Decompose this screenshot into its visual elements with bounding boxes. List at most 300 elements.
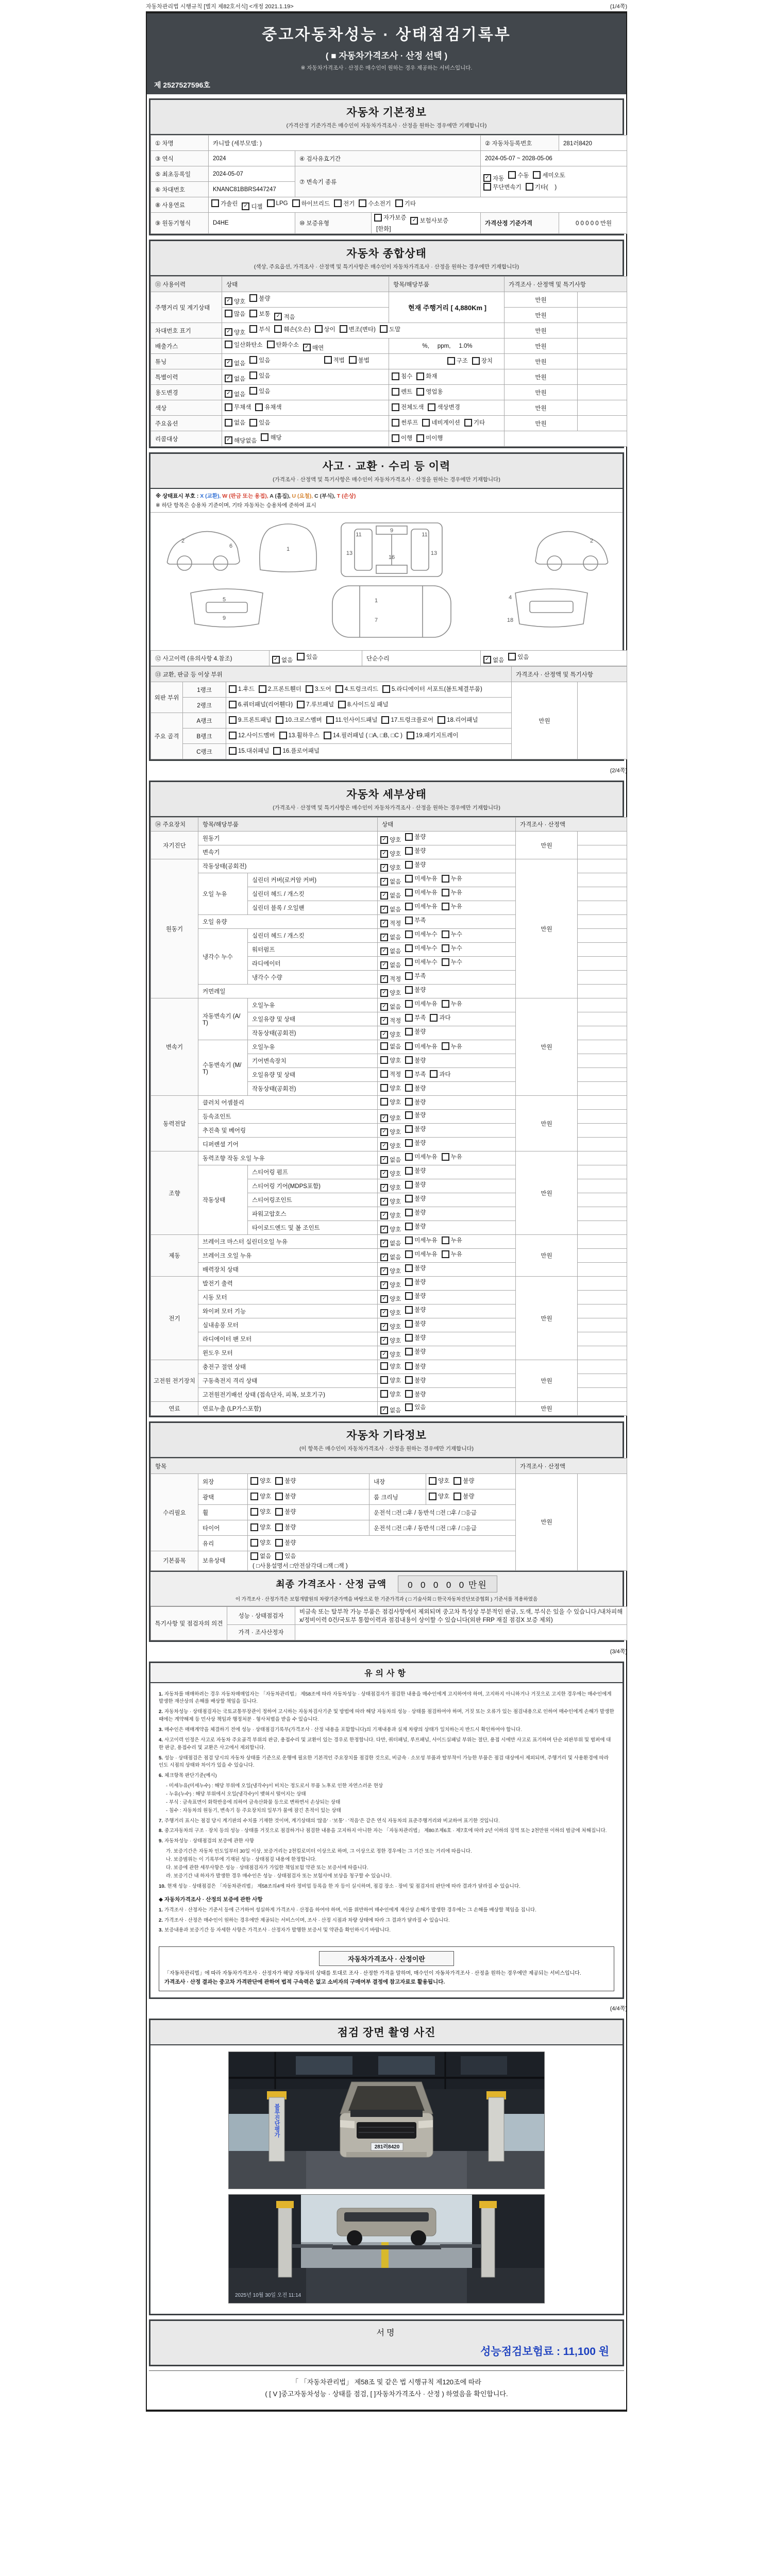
checkbox-unchecked <box>405 1180 426 1189</box>
checkbox-unchecked <box>416 434 443 442</box>
checkbox-icon <box>508 653 516 660</box>
checkbox-icon <box>405 1195 413 1202</box>
checkbox-unchecked <box>442 1236 462 1244</box>
notice-item: 6. 체크항목 판단기준(예시) <box>159 1773 217 1779</box>
checkbox-checked <box>380 1295 401 1303</box>
checkbox-group <box>378 1304 516 1318</box>
checkbox-icon <box>380 1390 388 1398</box>
checkbox-label: 양호 <box>390 1085 401 1092</box>
checkbox-label: 미세누유 <box>414 1154 438 1160</box>
blank-cell <box>578 1165 627 1179</box>
item-label: 타이로드엔드 및 볼 조인트 <box>248 1221 378 1235</box>
checkbox-unchecked <box>211 199 238 208</box>
checkbox-label: 불량 <box>414 987 426 993</box>
checkbox-icon <box>447 357 455 365</box>
checkbox-icon: ✓ <box>380 1003 388 1011</box>
diagram-part-number: 1 <box>286 546 290 552</box>
blank-cell <box>578 1026 627 1040</box>
checkbox-icon <box>273 747 281 755</box>
checkbox-label: 양호 <box>234 298 246 305</box>
price-cell: 만원 <box>516 998 578 1096</box>
item-label: 워터펌프 <box>248 943 378 957</box>
checkbox-icon <box>438 716 445 724</box>
section-title: 자동차 종합상태 <box>346 248 427 260</box>
checkbox-group <box>222 369 389 385</box>
checkbox-unchecked <box>533 171 565 179</box>
group-label: 변속기 <box>151 998 198 1096</box>
checkbox-checked <box>380 1350 401 1359</box>
checkbox-checked <box>380 1406 401 1414</box>
checkbox-label: 양호 <box>390 1143 401 1149</box>
checkbox-unchecked <box>326 716 378 724</box>
item-label: 냉각수 수량 <box>248 971 378 985</box>
checkbox-unchecked <box>405 1111 426 1119</box>
checkbox-label: 불량 <box>414 1057 426 1064</box>
checkbox-label: 미세누유 <box>414 876 438 882</box>
checkbox-checked <box>272 656 293 664</box>
checkbox-unchecked <box>380 1390 401 1398</box>
checkbox-label: 3.도어 <box>314 686 331 693</box>
notice-item: 3. 매수인은 매매계약을 체결하기 전에 성능 · 상태점검기록부(가격조사 · 산정 내용을 포함합니다)의 기재내용과 실제 차량의 상태가 일치하는지 반드시 확인하여야 합니다. <box>159 1726 522 1733</box>
checkbox-label: 15.대쉬패널 <box>238 748 270 755</box>
checkbox-icon <box>405 1098 413 1106</box>
checkbox-group <box>378 1346 516 1360</box>
notice-item: 9. 자동차성능 · 상태점검의 보증에 관한 사항 <box>159 1838 255 1844</box>
checkbox-icon <box>392 403 399 411</box>
checkbox-icon <box>405 1250 413 1258</box>
checkbox-label: 없음 <box>390 948 401 955</box>
photos-body <box>150 2045 623 2314</box>
table-row <box>151 1402 627 1416</box>
checkbox-icon <box>249 325 257 333</box>
table-row <box>151 338 627 354</box>
checkbox-unchecked <box>315 325 335 333</box>
checkbox-icon: ✓ <box>380 975 388 983</box>
checkbox-label: 1.후드 <box>238 686 255 693</box>
signature-section <box>149 2319 624 2366</box>
table-row <box>151 818 627 832</box>
diagram-part-number: 13 <box>430 550 438 556</box>
checkbox-group <box>481 166 627 197</box>
table-row <box>151 385 627 400</box>
checkbox-checked <box>225 390 245 398</box>
field-label: ⑦ 변속기 종류 <box>295 166 481 197</box>
checkbox-icon <box>430 1014 438 1022</box>
checkbox-label: 불량 <box>414 1265 426 1272</box>
checkbox-label: 누유 <box>450 876 462 882</box>
notice-subitem: 다. 보증에 관한 세부사항은 성능 · 상태점검자가 가입한 책임보험 약관 또는 보증서에 따릅니다. <box>166 1865 368 1871</box>
checkbox-unchecked <box>380 1070 401 1078</box>
checkbox-unchecked <box>405 1306 426 1314</box>
checkbox-label: 부식 <box>259 326 271 333</box>
checkbox-group <box>378 1179 516 1193</box>
checkbox-icon: ✓ <box>380 1114 388 1122</box>
item-label: 수동변속기 (M/T) <box>198 1040 248 1096</box>
notice-subitem: - 부식 : 금속표면이 화학반응에 의하여 금속산화물 등으로 변하면서 손상되는 상태 <box>166 1799 341 1805</box>
checkbox-unchecked <box>405 833 426 841</box>
signature-label: 서명 <box>376 2329 397 2338</box>
checkbox-unchecked <box>405 1333 426 1342</box>
checkbox-unchecked <box>229 700 293 708</box>
checkbox-label: 불량 <box>414 1140 426 1146</box>
overall-header <box>150 241 623 276</box>
checkbox-icon <box>405 930 413 938</box>
checkbox-icon: ✓ <box>380 1267 388 1275</box>
checkbox-label: 불량 <box>414 1224 426 1230</box>
checkbox-group <box>389 416 505 431</box>
checkbox-icon <box>229 716 237 724</box>
checkbox-label: 없음 <box>390 907 401 913</box>
checkbox-icon <box>405 875 413 883</box>
blank-cell <box>578 1318 627 1332</box>
checkbox-unchecked <box>405 1125 426 1133</box>
item-label: 오일유량 및 상태 <box>248 1068 378 1082</box>
field-value: 2024-05-07 ~ 2028-05-06 <box>481 151 627 166</box>
checkbox-unchecked <box>405 1250 437 1258</box>
checkbox-label: 양호 <box>390 1296 401 1302</box>
field-label: ⑨ 원동기형식 <box>151 213 209 234</box>
checkbox-checked <box>380 1281 401 1289</box>
checkbox-label: 불량 <box>414 1279 426 1285</box>
item-label: 오일 유량 <box>198 915 378 929</box>
checkbox-label: 전체도색 <box>401 404 424 411</box>
checkbox-unchecked <box>407 731 459 739</box>
checkbox-icon <box>211 199 219 207</box>
checkbox-unchecked <box>250 1492 271 1500</box>
checkbox-label: 불량 <box>414 1210 426 1216</box>
checkbox-icon <box>315 325 323 333</box>
checkbox-icon <box>453 1477 461 1485</box>
checkbox-icon <box>405 1042 413 1050</box>
checkbox-label: 적정 <box>390 921 401 927</box>
inspector-opinion-table <box>150 1606 623 1640</box>
checkbox-unchecked <box>349 356 369 364</box>
table-row <box>151 832 627 845</box>
checkbox-icon: ✓ <box>380 920 388 927</box>
checkbox-unchecked <box>275 1552 296 1560</box>
checkbox-label: 7.루브패널 <box>306 702 334 708</box>
checkbox-checked <box>380 836 401 844</box>
item-label: 작동상태(공회전) <box>248 1082 378 1096</box>
blank-cell <box>578 292 627 308</box>
checkbox-label: 불량 <box>463 1494 475 1500</box>
checkbox-checked <box>380 877 401 886</box>
checkbox-label: 양호 <box>390 1338 401 1344</box>
checkbox-icon <box>453 1493 461 1500</box>
field-value <box>295 1624 627 1640</box>
table-row <box>151 1474 627 1489</box>
checkbox-group <box>378 1374 516 1388</box>
checkbox-group <box>222 416 389 431</box>
checkbox-label: 미세누수 <box>414 931 438 938</box>
checkbox-label: 불량 <box>414 1126 426 1132</box>
blank-cell <box>578 832 627 845</box>
checkbox-label: 14.필러패널 ( □A, □B, □C ) <box>332 733 402 739</box>
legend-code: C (부식), <box>314 493 337 499</box>
checkbox-label: 10.크로스멤버 <box>285 717 322 724</box>
checkbox-unchecked <box>250 1477 271 1485</box>
column-header: ⑬ 교환, 판금 등 이상 부위 <box>151 667 512 682</box>
checkbox-icon <box>267 199 275 207</box>
checkbox-icon <box>405 1014 413 1022</box>
checkbox-label: 불량 <box>414 1293 426 1299</box>
checkbox-group <box>222 308 389 323</box>
checkbox-group <box>378 845 516 859</box>
checkbox-icon <box>416 372 424 380</box>
field-label: 용도변경 <box>151 385 222 400</box>
checkbox-label: 해당 <box>270 434 282 441</box>
checkbox-group <box>378 943 516 957</box>
field-label: ⑧ 사용연료 <box>151 197 209 213</box>
group-label: 1랭크 <box>183 682 226 698</box>
checkbox-unchecked <box>405 1376 426 1384</box>
checkbox-group <box>378 873 516 887</box>
group-label: 성능 · 상태점검자 <box>227 1606 295 1624</box>
item-label: 내장 <box>369 1474 426 1489</box>
checkbox-icon <box>259 685 266 693</box>
checkbox-label: 있음 <box>517 654 529 660</box>
checkbox-label: 없음 <box>281 657 293 664</box>
checkbox-label: 부족 <box>414 1071 426 1078</box>
item-label: 광택 <box>198 1489 248 1505</box>
checkbox-label: 양호 <box>438 1478 450 1485</box>
diagram-part-number: 13 <box>346 550 353 556</box>
checkbox-unchecked <box>405 860 426 869</box>
notice-subitem: - 누유(누수) : 해당 부위에서 오일(냉각수)이 맺혀서 떨어지는 상태 <box>166 1791 306 1797</box>
checkbox-unchecked <box>392 387 412 396</box>
notice-item: 7. 주행거리 표시는 점검 당시 계기판의 수치를 기재한 것이며, 계기상태의 '많음' · '보통' · '적음'은 같은 연식 자동차의 표준주행거리와 비교하여 표기한 것입니다. <box>159 1818 500 1824</box>
checkbox-label: 양호 <box>390 1227 401 1233</box>
checkbox-group <box>378 832 516 845</box>
checkbox-unchecked <box>508 653 529 661</box>
diagram-part-number: 11 <box>356 532 362 538</box>
inspection-fee: 성능점검보험료 : 11,100 원 <box>480 2346 609 2358</box>
checkbox-unchecked <box>405 1070 426 1078</box>
checkbox-label: 불량 <box>414 1391 426 1398</box>
blank-cell <box>578 901 627 915</box>
checkbox-label: 없음 <box>390 893 401 899</box>
column-header: ⑭ 주요장치 <box>151 818 198 832</box>
checkbox-unchecked <box>442 999 462 1008</box>
checkbox-icon <box>526 183 533 191</box>
checkbox-checked <box>380 1114 401 1122</box>
checkbox-group <box>378 1360 516 1374</box>
checkbox-label: 있음 <box>306 654 318 660</box>
checkbox-icon: ✓ <box>225 436 232 444</box>
blank-cell <box>578 1151 627 1165</box>
checkbox-label: 전기 <box>343 200 355 207</box>
checkbox-icon <box>229 732 237 739</box>
checkbox-icon: ✓ <box>242 202 249 210</box>
checkbox-label: 탄화수소 <box>276 342 299 348</box>
checkbox-icon <box>405 1223 413 1230</box>
checkbox-group <box>378 1388 516 1402</box>
final-price-note: 이 가격조사 · 산정가격은 보험개발원의 차량기준가액을 바탕으로 한 기준가격과 ( □ 기술사회 □ 한국자동차진단보증협회 ) 기준서를 적용하였음 <box>235 1596 538 1602</box>
price-cell: 만원 <box>512 682 578 759</box>
checkbox-label: 양호 <box>260 1524 272 1531</box>
item-label: 커먼레일 <box>198 985 378 998</box>
checkbox-label: 무단변속기 <box>493 184 522 191</box>
item-label: 냉각수 누수 <box>198 929 248 985</box>
checkbox-unchecked <box>442 930 462 938</box>
item-label: 시동 모터 <box>198 1291 378 1304</box>
field-value: 카니발 (세부모델: ) <box>209 135 481 151</box>
checkbox-label: 양호 <box>390 1213 401 1219</box>
group-label: 동력전달 <box>151 1096 198 1151</box>
checkbox-icon <box>405 1153 413 1161</box>
field-value: D4HE <box>209 213 295 234</box>
checkbox-unchecked <box>526 183 557 191</box>
field-label: ⑤ 최초등록일 <box>151 166 209 182</box>
checkbox-unchecked <box>405 1139 426 1147</box>
checkbox-unchecked <box>381 716 433 724</box>
field-value: 운전석 □전 □후 / 동반석 □전 □후 / □응급 <box>369 1505 516 1520</box>
checkbox-unchecked <box>405 1013 426 1022</box>
item-label: 외장 <box>198 1474 248 1489</box>
notice-item: 1. 자동차를 매매하려는 경우 자동차매매업자는 「자동차관리법」 제58조에 따라 자동차성능 · 상태점검자가 점검한 내용을 매수인에게 고지하여야 하며, 고지하지 아니하거나 거짓으로 고지한 경우에는 매수인에게 발생한 재산상의 손해를 배상할 책임을 집니다. <box>159 1691 612 1705</box>
checkbox-icon <box>250 1508 258 1516</box>
notice-item: 4. 사고이력 인정은 사고로 자동차 주요골격 부위의 판금, 용접수리 및 교환이 있는 경우로 한정합니다. 다만, 쿼터패널, 루프패널, 사이드실패널 부위는 절단, 용접 시에만 사고로 표기하며 단순 외판부위 및 범퍼에 대한 판금, 용접수리 및 교환은 사고에서 제외합니다. <box>159 1737 611 1751</box>
section-subtitle: (가격산정 기준가격은 매수인이 자동차가격조사 · 산정을 원하는 경우에만 기재합니다) <box>286 123 487 129</box>
section-notices <box>149 1662 624 1999</box>
checkbox-icon: ✓ <box>483 656 491 664</box>
checkbox-icon <box>405 1167 413 1175</box>
checkbox-unchecked <box>267 199 288 207</box>
checkbox-unchecked <box>225 310 245 318</box>
field-label: 차대번호 표기 <box>151 323 222 338</box>
checkbox-label: 불법 <box>358 357 369 364</box>
checkbox-icon: ✓ <box>380 1281 388 1289</box>
blank-cell <box>578 385 627 400</box>
checkbox-icon: ✓ <box>225 297 232 305</box>
checkbox-label: 미세누유 <box>414 890 438 896</box>
checkbox-group <box>378 985 516 998</box>
legend-code: T (손상) <box>337 493 356 499</box>
table-row <box>151 682 627 698</box>
checkbox-unchecked <box>225 341 263 349</box>
checkbox-group <box>378 1054 516 1068</box>
checkbox-icon <box>275 1493 283 1500</box>
checkbox-label: 자가보증 <box>383 215 407 221</box>
checkbox-icon <box>405 847 413 855</box>
checkbox-label: 하이브리드 <box>301 200 330 207</box>
checkbox-group: 없음 있음 ( □사용설명서 □안전삼각대 □잭 □잭 ) <box>248 1551 516 1571</box>
blank-cell <box>578 1138 627 1151</box>
checkbox-unchecked <box>273 747 320 755</box>
checkbox-label: 수소전기 <box>368 200 391 207</box>
column-header: 가격조사 · 산정액 및 특기사항 <box>512 667 627 682</box>
notices-title: 유의사항 <box>364 1669 409 1678</box>
checkbox-icon <box>297 653 305 660</box>
price-cell: 만원 <box>505 369 578 385</box>
blank-cell <box>578 859 627 873</box>
checkbox-unchecked <box>276 716 322 724</box>
checkbox-label: 불량 <box>414 1321 426 1327</box>
checkbox-checked <box>380 989 401 997</box>
checkbox-icon <box>261 433 268 441</box>
checkbox-unchecked <box>340 325 376 333</box>
checkbox-icon <box>229 747 237 755</box>
checkbox-icon <box>405 1278 413 1286</box>
checkbox-icon: ✓ <box>380 961 388 969</box>
checkbox-icon <box>405 1362 413 1370</box>
table-row <box>151 1096 627 1110</box>
checkbox-icon <box>279 732 287 739</box>
price-cell: 만원 <box>505 338 578 354</box>
diagram-part-number: 4 <box>508 595 512 601</box>
checkbox-icon <box>422 419 430 427</box>
checkbox-group <box>222 323 505 338</box>
checkbox-icon <box>380 1362 388 1370</box>
checkbox-checked <box>380 1253 401 1261</box>
checkbox-icon: ✓ <box>225 328 232 336</box>
item-label: 타이어 <box>198 1520 248 1536</box>
checkbox-icon: ✓ <box>380 1351 388 1359</box>
checkbox-label: 있음 <box>259 357 271 364</box>
checkbox-label: 불량 <box>414 1112 426 1118</box>
notice-item: 10. 현재 성능 · 상태점검은 「자동차관리법」 제58조의4에 따라 정비업 등록을 한 자 등이 실시하며, 점검 장소 · 장비 및 점검자의 판단에 따라 결과가 달라질 수 있습니다. <box>159 1883 520 1889</box>
checkbox-unchecked <box>249 371 270 380</box>
checkbox-icon <box>381 716 389 724</box>
checkbox-label: 불량 <box>414 1363 426 1370</box>
checkbox-label: 디젤 <box>251 204 263 210</box>
checkbox-label: 양호 <box>390 1199 401 1205</box>
checkbox-checked <box>242 202 262 211</box>
checkbox-group: 자가보증 ✓ 보험사보증 [한화] <box>372 213 481 234</box>
field-label: 주요옵션 <box>151 416 222 431</box>
checkbox-icon <box>405 1070 413 1078</box>
diagram-part-number: 5 <box>222 597 226 603</box>
checkbox-label: 불량 <box>284 1509 296 1516</box>
group-label: 고전원 전기장치 <box>151 1360 198 1402</box>
checkbox-checked <box>380 1239 401 1247</box>
field-label: ④ 검사유효기간 <box>295 151 481 166</box>
checkbox-checked <box>380 1030 401 1039</box>
table-row <box>151 277 627 292</box>
checkbox-label: 변조(변타) <box>348 326 376 333</box>
checkbox-label: 없음 <box>390 879 401 885</box>
checkbox-group <box>378 1012 516 1026</box>
checkbox-icon <box>392 434 399 442</box>
checkbox-label: 없음 <box>390 935 401 941</box>
checkbox-icon: ✓ <box>225 375 232 382</box>
checkbox-label: 적정 <box>390 1018 401 1024</box>
checkbox-label: 11.인사이드패널 <box>335 717 378 724</box>
checkbox-label: 4.트렁크리드 <box>344 686 378 693</box>
checkbox-unchecked <box>392 403 424 411</box>
section-subtitle: (색상, 주요옵션, 가격조사 · 산정액 및 특기사항은 매수인이 자동차가격조사 · 산정을 원하는 경우에만 기재합니다) <box>254 264 519 270</box>
checkbox-icon: ✓ <box>380 1184 388 1192</box>
checkbox-group <box>209 197 627 213</box>
checkbox-unchecked <box>405 1403 426 1411</box>
checkbox-icon <box>405 1236 413 1244</box>
checkbox-checked <box>380 850 401 858</box>
checkbox-icon: ✓ <box>380 1212 388 1219</box>
field-label: 특별이력 <box>151 369 222 385</box>
checkbox-icon <box>405 1000 413 1008</box>
item-label: 휠 <box>198 1505 248 1520</box>
checkbox-icon <box>275 1477 283 1485</box>
checkbox-unchecked <box>392 418 418 427</box>
checkbox-label: 12.사이드멤버 <box>238 733 275 739</box>
blank-cell <box>578 1235 627 1249</box>
blank-cell <box>578 1249 627 1263</box>
checkbox-label: 침수 <box>401 374 413 380</box>
checkbox-icon <box>276 716 283 724</box>
checkbox-unchecked <box>453 1492 474 1500</box>
checkbox-icon <box>508 171 516 179</box>
checkbox-icon: ✓ <box>380 878 388 886</box>
